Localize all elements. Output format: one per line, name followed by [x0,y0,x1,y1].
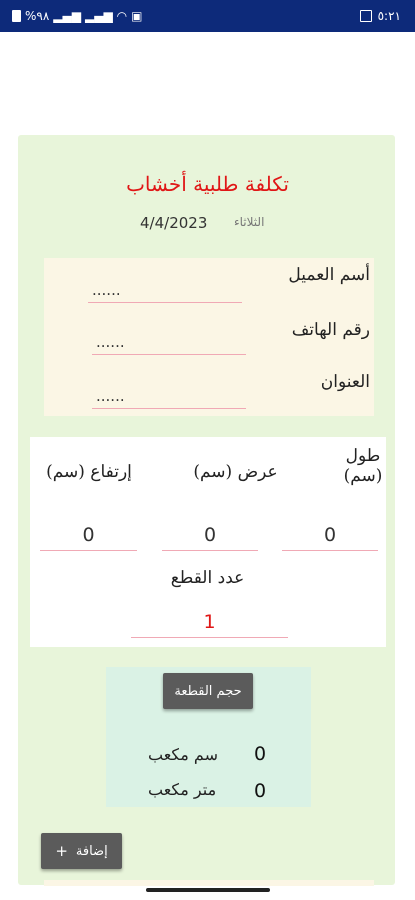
battery-icon [12,10,21,22]
data-icon: ▣ [131,9,143,23]
height-input[interactable] [40,520,137,551]
cubic-m-label: متر مكعب [148,780,217,799]
customer-name-input[interactable] [88,280,242,303]
battery-percent: %٩٨ [25,9,50,23]
add-label: إضافة [75,843,108,859]
phone-label: رقم الهاتف [291,320,370,340]
cubic-cm-value: 0 [254,743,267,765]
signal-icon: ▂▄▆ [84,9,113,23]
piece-count-input[interactable] [131,607,288,638]
status-time: ٥:٢١ [377,9,401,23]
customer-name-label: أسم العميل [288,265,370,285]
cubic-m-value: 0 [254,780,267,802]
signal-icon: ▂▄▆ [53,9,81,23]
image-icon [360,10,372,22]
piece-volume-button[interactable]: حجم القطعة [163,673,253,709]
wifi-icon: ◠ [116,9,128,23]
plus-icon: + [55,842,68,860]
status-bar [0,0,415,32]
page-title: تكلفة طلبية أخشاب [126,172,289,196]
width-input[interactable] [162,520,258,551]
address-input[interactable] [92,386,246,409]
address-label: العنوان [320,372,370,392]
height-label: إرتفاع (سم) [46,462,132,482]
status-right [360,9,401,23]
width-label: عرض (سم) [193,462,278,482]
gesture-nav-bar[interactable] [146,888,270,892]
phone-input[interactable] [92,332,246,355]
length-label: طول (سم) [343,446,383,486]
piece-count-label: عدد القطع [170,568,245,588]
length-input[interactable] [282,520,378,551]
status-left [12,9,143,23]
order-date: 4/4/2023 [140,214,208,232]
next-section-strip [44,880,374,886]
cubic-cm-label: سم مكعب [148,745,218,764]
order-day: الثلاثاء [234,215,265,229]
add-button[interactable] [41,833,122,869]
